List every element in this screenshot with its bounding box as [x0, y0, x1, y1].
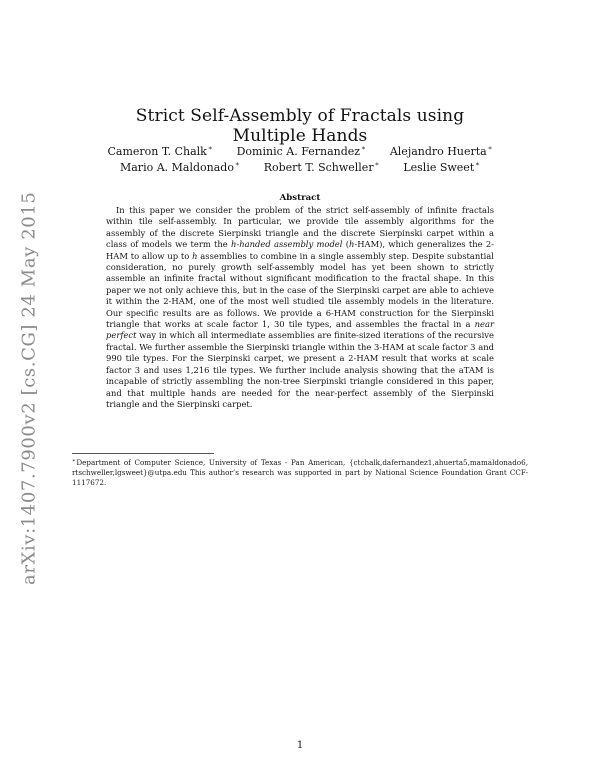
affiliation-mark: ∗ — [475, 160, 481, 169]
footnote-rule — [72, 453, 214, 454]
abstract-heading: Abstract — [279, 193, 321, 203]
page-number: 1 — [296, 740, 304, 751]
affiliation-mark: ∗ — [207, 144, 213, 153]
author-name: Dominic A. Fernandez∗ — [236, 144, 366, 158]
author-name: Alejandro Huerta∗ — [389, 144, 493, 158]
affiliation-mark: ∗ — [374, 160, 380, 169]
italic-variable: h — [348, 239, 355, 250]
italic-variable: h — [192, 250, 198, 261]
author-name: Mario A. Maldonado∗ — [119, 160, 240, 174]
affiliation-mark: ∗ — [234, 160, 240, 169]
author-row — [102, 144, 498, 159]
author-list — [102, 144, 498, 175]
italic-term: h-handed assembly model — [231, 239, 343, 250]
affiliation-mark: ∗ — [487, 144, 493, 153]
author-name: Leslie Sweet∗ — [403, 160, 481, 174]
author-row — [102, 160, 498, 175]
paper-title: Strict Self-Assembly of Fractals using Multiple Hands — [135, 106, 465, 146]
footnote — [72, 458, 528, 488]
author-name: Cameron T. Chalk∗ — [107, 144, 213, 158]
footnote-text: Department of Computer Science, University of Texas - Pan American, {ctchalk,dafernandez1,ahuerta5,mamaldonado6, rtschweller,lgsweet}@utpa.edu This author’s research was supported in part by National Science Foundation Grant CCF-1117672. — [72, 458, 528, 487]
arxiv-identifier: arXiv:1407.7900v2 [cs.CG] 24 May 2015 — [18, 191, 40, 585]
footnote-mark: ∗ — [72, 457, 76, 464]
author-name: Robert T. Schweller∗ — [263, 160, 380, 174]
abstract-paragraph: In this paper we consider the problem of the strict self-assembly of infinite fractals within tile self-assembly. In particular, we provide tile assembly algorithms for the assembly of the discrete Sierpinski triangle and the discrete Sierpinski carpet within a class of models we term the h-handed assembly model (h-HAM), which generalizes the 2-HAM to allow up to h assemblies to combine in a single assembly step. Despite substantial consideration, no purely growth self-assembly model has yet been shown to strictly assemble an infinite fractal without significant modification to the fractal shape. In this paper we not only achieve this, but in the case of the Sierpinski carpet are able to achieve it within the 2-HAM, one of the most well studied tile assembly models in the literature. Our specific results are as follows. We provide a 6-HAM construction for the Sierpinski triangle that works at scale factor 1, 30 tile types, and assembles the fractal in a near perfect way in which all intermediate assemblies are finite-sized iterations of the recursive fractal. We further assemble the Sierpinski triangle within the 3-HAM at scale factor 3 and 990 tile types. For the Sierpinski carpet, we present a 2-HAM result that works at scale factor 3 and uses 1,216 tile types. We further include analysis showing that the aTAM is incapable of strictly assembling the non-tree Sierpinski triangle considered in this paper, and that multiple hands are needed for the near-perfect assembly of the Sierpinski triangle and the Sierpinski carpet. — [106, 205, 494, 409]
italic-phrase: near perfect — [106, 319, 494, 341]
affiliation-mark: ∗ — [361, 144, 366, 153]
